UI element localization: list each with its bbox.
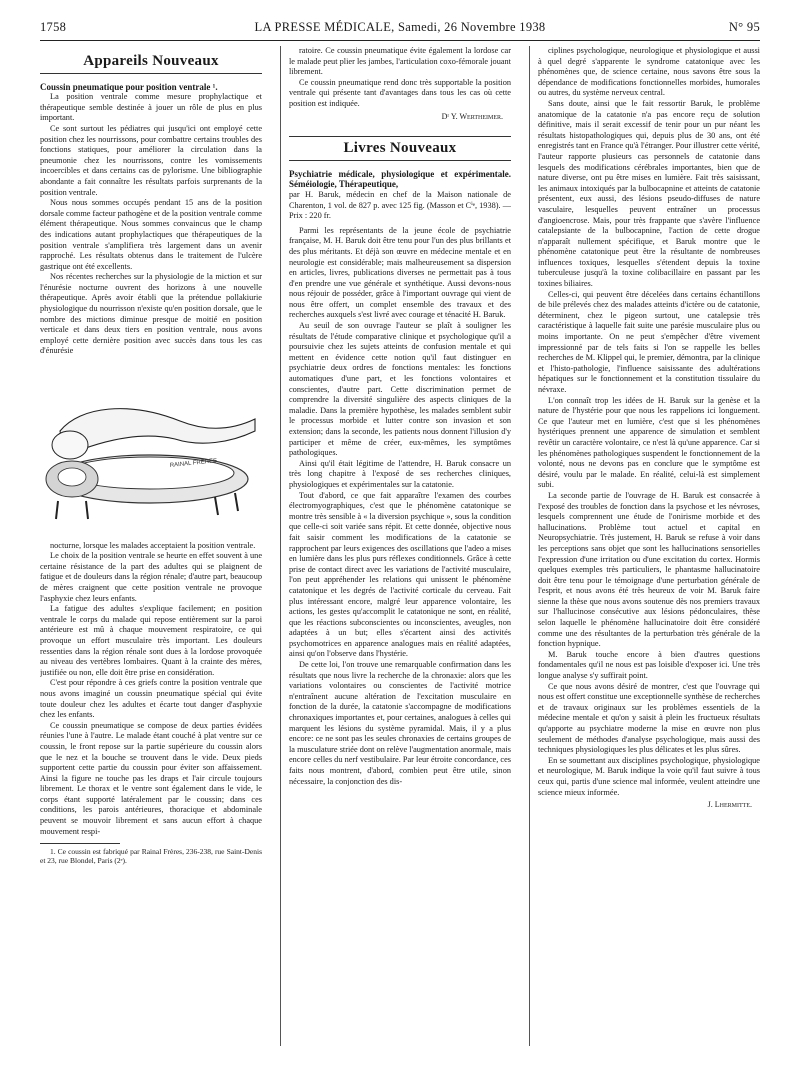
footnote: 1. Ce coussin est fabriqué par Rainal Frères, 236-238, rue Saint-Denis et 23, rue Blondel, Paris (2ᵉ). (40, 847, 262, 866)
paragraph: M. Baruk touche encore à bien d'autres questions fondamentales qu'il ne nous est pas loisible d'exposer ici. Une très longue analyse s'y suffirait point. (538, 649, 760, 681)
author-signature: Dʳ Y. Wertheimer. (441, 111, 503, 121)
paragraph: nocturne, lorsque les malades acceptaient la position ventrale. (50, 540, 256, 550)
section-title-appareils: Appareils Nouveaux (40, 56, 262, 74)
paragraph: Ce coussin pneumatique rend donc très supportable la position ventrale qui présente tant d'avantages dans tous les cas où cette position est indiquée. (289, 77, 511, 108)
column-separator (529, 46, 530, 1046)
paragraph: Le choix de la position ventrale se heurte en effet souvent à une certaine résistance de la part des adultes qui se plaignent de fatigue et de douleurs dans la région rénale; d'autre part, beaucoup de mères craignent que cette position ventrale ne provoque l'asphyxie chez leurs enfants. (40, 551, 262, 603)
column-1 (40, 46, 262, 1046)
paragraph: Celles-ci, qui peuvent être décelées dans certains échantillons de bile prélevés chez des malades atteints d'ictère ou de catatonie, déterminent, chez le pigeon surtout, une catalepsie très caractéristique à laquelle fait suite une parésie musculaire plus ou moins importante. On ne peut s'empêcher d'être vivement impressionné par de tels faits si l'on se rappelle les belles recherches de M. Klippel qui, le premier, démontra, par la clinique et l'histo-pathologie, l'influence saisissante des adultérations hépatiques sur le fonctionnement et la constitution tissulaire du névraxe. (538, 289, 760, 394)
paragraph: Ce sont surtout les pédiatres qui jusqu'ici ont employé cette position chez les nourrissons, pour combattre certains troubles des fonctions statiques, pour améliorer la circulation dans la pneumonie chez les nourrissons, contre les vomissements incoercibles et dans certains cas de pylorisme. Une bibliographie abondante a fait connaître les résultats parfois surprenants de la position ventrale. (40, 123, 262, 197)
footnote-rule (40, 843, 120, 844)
paragraph: Ce que nous avons désiré de montrer, c'est que l'ouvrage qui nous est offert constitue une exceptionnelle synthèse de recherches et de travaux originaux sur les problèmes essentiels de la médecine mentale et qu'on y saisit à plein les fructueux résultats qu'apporte au psychiatre moderne la mise en œuvre non plus seulement de méthodes d'analyse psychologique, mais aussi des techniques physiologiques les plus délicates et les plus sûres. (538, 681, 760, 755)
paragraph: ciplines psychologique, neurologique et physiologique et aussi à quel degré s'apparente le syndrome catatonique avec les phénomènes que, de science certaine, nous savons être sous la dépendance de modifications fonctionnelles morbides, humorales ou autres, du système nerveux central. (538, 46, 760, 98)
paragraph: Nos récentes recherches sur la physiologie de la miction et sur l'énurésie nocturne ouvrent des horizons à une nouvelle thérapeutique. Après avoir établi que la prétendue pollakiurie physiologique du nourrisson n'existe qu'en position dorsale, que le nombre des mictions diminue presque de moitié en position verticale et dans deux tiers en position ventrale, nous avons employé cette dernière position avec succès dans tous les cas d'énurésie (40, 272, 262, 356)
paragraph: L'on connaît trop les idées de H. Baruk sur la genèse et la nature de l'hystérie pour que nous les rappelions ici longuement. Ce que l'auteur met en lumière, c'est que si les phénomènes hystériques prennent une apparence de simulation et semblent revêtir un caractère volontaire, ce n'est là qu'une apparence. Car si les phénomènes pathologiques suspendent le fonctionnement de la volonté, nous ne devons pas en conclure que le symptôme est désiré, voulu par le malade. En réalité, celui-là est simplement subi. (538, 395, 760, 490)
paragraph: Parmi les représentants de la jeune école de psychiatrie française, M. H. Baruk doit être tenu pour l'un des plus brillants et des plus méritants. Et déjà son œuvre en médecine mentale et en neurologie est considérable; mais malheureusement sa dispersion en articles, livres, publications diverses ne permettait pas à tous d'en prendre une vue générale et synthétique. Aussi devons-nous nous réjouir de posséder, grâce à l'important ouvrage qui vient de nous être offert, un complet ensemble des travaux et des recherches auxquels s'est livré avec courage et ténacité H. Baruk. (289, 225, 511, 320)
author-signature: J. Lhermitte. (707, 800, 752, 810)
page-header (40, 20, 760, 40)
paragraph: Nous nous sommes occupés pendant 15 ans de la position dorsale comme facteur pathogène et de la position ventrale comme élément thérapeutique. Nous sommes convaincus que le champ des indications autant prophylactiques que thérapeutiques de la position ventrale s'amplifiera très largement dans un avenir rapproché. Les résultats obtenus dans le traitement de l'ulcère gastrique ont été excellents. (40, 198, 262, 271)
section-title-livres: Livres Nouveaux (289, 136, 511, 161)
paragraph: La seconde partie de l'ouvrage de H. Baruk est consacrée à l'exposé des troubles de fonction dans la psychose et les névroses, lesquels comprennent une étude de l'onirisme morbide et des hallucinations. Problème tout actuel et capital en Neuropsychiatrie. Très justement, H. Baruk se refuse à voir dans les perceptions sans objet que sont les hallucinations sensorielles l'expression d'une irritation ou d'une excitation du cortex. Hormis quelques exemples très particuliers, le phantasme hallucinatoire doit être tenu pour le témoignage d'une perturbation générale de l'esprit, et nous avons été très heureux de voir M. Baruk faire sienne la thèse que nous avons soutenue dès nos premiers travaux sur l'hallucinose consécutive aux lésions pédonculaires, thèse selon laquelle le phénomène hallucinatoire doit être considéré comme une des résultantes de la perturbation très générale de la fonction hypnique. (538, 490, 760, 649)
journal-title: LA PRESSE MÉDICALE, Samedi, 26 Novembre 1938 (254, 20, 546, 34)
issue-number: N° 95 (728, 20, 760, 34)
page-number: 1758 (40, 20, 67, 34)
header-rule (40, 40, 760, 41)
paragraph: ratoire. Ce coussin pneumatique évite également la lordose car le malade peut plier les jambes, l'articulation coxo-fémorale jouant librement. (289, 46, 511, 77)
book-reference: par H. Baruk, médecin en chef de la Maison nationale de Charenton, 1 vol. de 827 p. avec 125 fig. (Masson et Cⁱᵉ, 1938). — Prix : 220 fr. (289, 189, 511, 221)
paragraph: Au seuil de son ouvrage l'auteur se plaît à souligner les résultats de l'étude comparative clinique et psychologique qu'il a poursuivie chez les sujets atteints de confusion mentale et qui mettent en évidence cette notion qu'il faut distinguer en psychiatrie deux ordres de fonctions mentales: les fonctions automatiques d'une part, et les fonctions volontaires et conscientes, d'autre part. Cette discrimination permet de comprendre la diversité singulière des aspects cliniques de la maladie. Dans la première hypothèse, les malades semblent subir le processus morbide et lutter contre son invasion et son extension; dans la seconde, les patients nous donnent l'illusion d'y participer et même de créer, eux-mêmes, les symptômes pathologiques. (289, 321, 511, 458)
paragraph: Ainsi qu'il était légitime de l'attendre, H. Baruk consacre un très long chapitre à l'exposé de ses recherches cliniques, physiologiques et expérimentales sur la catatonie. (289, 458, 511, 489)
figure-label: RAINAL FRÈRES (169, 458, 218, 470)
paragraph: Ce coussin pneumatique se compose de deux parties évidées réunies l'une à l'autre. Le malade étant couché à plat ventre sur ce coussin, le front repose sur la partie supérieure du coussin alors que le nez et la bouche se trouvent dans le vide. Deux pieds supportent cette partie du coussin pour éviter son affaissement. Ainsi la figure ne touche pas les draps et l'air circule toujours librement. Le thorax et le ventre sont également dans le vide, le corps étant supporté latéralement par le coussin; dans ces conditions, les parois antérieures, thoracique et abdominale peuvent se mouvoir librement et sans aucun effort à chaque mouvement respi- (40, 720, 262, 836)
column-2 (289, 46, 511, 1046)
paragraph: C'est pour répondre à ces griefs contre la position ventrale que nous avons imaginé un coussin pneumatique spécial qui évite toute douleur chez les adultes et écarte tout danger d'asphyxie chez les enfants. (40, 678, 262, 720)
cushion-illustration (40, 361, 262, 531)
paragraph: La position ventrale comme mesure prophylactique et thérapeutique semble destinée à jouer un rôle de plus en plus important. (40, 92, 262, 123)
column-separator (280, 46, 281, 1046)
paragraph: Sans doute, ainsi que le fait ressortir Baruk, le problème anatomique de la catatonie n'a pas encore reçu de solution définitive, mais il serait excessif de tenir pour un pur néant les résultats histopathologiques qui, depuis plus de 30 ans, ont été enregistrés tant en France qu'à l'étranger. Pour illustrer cette vérité, l'auteur rapporte plusieurs cas personnels de catatonie dans lesquels des modifications cérébrales importantes, bien que de nature diverse, ont pu être mises en lumière. Fait très saisissant, les animaux intoxiqués par la bulbocapnine et atteints de catatonie présentent, eux aussi, des lésions pseudo-diffuses de nature vasculaire, lesquelles peuvent entraîner un processus d'angioencrose. Mais, pour très frappante que s'avère l'influence catalepsiante de la bulbocapnine, l'action de cette drogue n'apparaît nullement spécifique, et Baruk montre que le phénomène catatonique peut être la résultante de nombreuses influences toxiques, lesquelles s'étendent depuis la toxine tuberculeuse jusqu'à la toxine colibacillaire en passant par les toxines biliaires. (538, 98, 760, 289)
paragraph: La fatigue des adultes s'explique facilement; en position ventrale le corps du malade qui repose entièrement sur la paroi antérieure est mû à chaque mouvement respiratoire, ce qui provoque un effort musculaire très important. Les douleurs ressenties dans la région rénale sont dues à la lordose provoquée au niveau des vertèbres lombaires. Quant à la crainte des mères, justifiée ou non, elle doit être prise en considération. (40, 604, 262, 677)
book-title: Psychiatrie médicale, physiologique et expérimentale. Séméiologie, Thérapeutique, (289, 168, 511, 190)
paragraph: De cette loi, l'on trouve une remarquable confirmation dans les résultats que nous livre la recherche de la chronaxie: alors que les variations volontaires ou conscientes de l'activité motrice n'entraînent aucune altération de l'excitation musculaire en fonction de la durée, la catatonie s'accompagne de modifications chronaxiques importantes et, pour certaines, analogues à celles qui marquent les lésions du système pyramidal. Mais, il y a plus encore: ce ne sont pas les seules chronaxies de certains groupes de la musculature striée dont on relève l'augmentation anormale, mais encore celles du nerf vestibulaire. Par leur étroite concordance, ces faits nous montrent, d'abord, combien peut être utile, sinon nécessaire, la conjonction des dis- (289, 660, 511, 786)
article-title: Coussin pneumatique pour position ventrale ¹. (40, 81, 218, 92)
paragraph: En se soumettant aux disciplines psychologique, physiologique et neurologique, M. Baruk indique la voie qu'il faut suivre à tous ceux qui, partis d'une science mal informée, veulent atteindre une science mieux informée. (538, 755, 760, 797)
paragraph: Tout d'abord, ce que fait apparaître l'examen des courbes électromyographiques, c'est que le phénomène catatonique se montre très sensible à « la diversion psychique », sous la condition que celle-ci soit variée sans répit. Et cette donnée, objective nous fait saisir comment les modifications de la catatonie se rapprochent par leurs exigences des oscillations que l'adeo a mises en lumière dans les plus purs réflexes conditionnels. Grâce à cette prise de contact direct avec les variations de l'activité musculaire, l'on peut appréhender les relations qui unissent le phénomène catatonique et les degrés de l'activité corticale du cerveau. Fait plus intéressant encore, malgré leur apparence volontaire, les actions, les gestes qu'accomplit le catatonique ne sont, en réalité, que les réactions subconscientes ou inconscientes, aveugles, non adaptées à un but; elles s'écartent ainsi des activités psychomotrices en apparence analogues mais en réalité adaptées, ainsi qu'on l'observe dans l'hystérie. (289, 490, 511, 659)
column-3 (538, 46, 760, 1046)
